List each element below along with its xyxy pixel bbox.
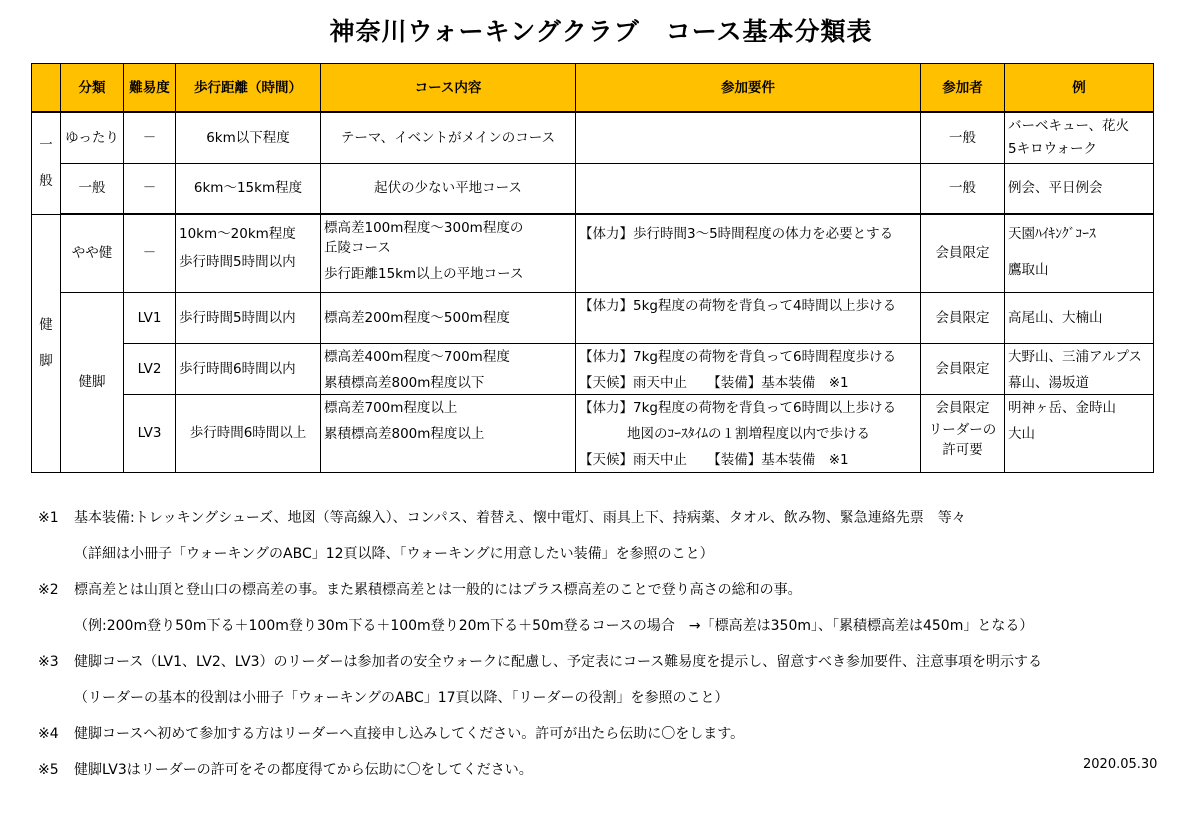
content-cell: 標高差100m程度～300m程度の 丘陵コース 歩行距離15km以上の平地コース [321,214,576,292]
document-date: 2020.05.30 [1083,757,1158,772]
content-cell: テーマ、イベントがメインのコース [321,112,576,163]
footnote [38,723,1168,759]
content-cell: 起伏の少ない平地コース [321,163,576,214]
page-title: 神奈川ウォーキングクラブ コース基本分類表 [329,17,873,46]
footnote [38,759,1168,795]
examples-cell: 高尾山、大楠山 [1005,292,1154,343]
requirements-cell: 【体力】7kg程度の荷物を背負って6時間以上歩ける 地図のｺｰｽﾀｲﾑの１割増程度以内で歩ける 【天候】雨天中止 【装備】基本装備 ※1 [576,394,921,472]
distance-cell: 歩行時間5時間以内 [176,292,321,343]
difficulty-cell: － [124,214,176,292]
requirements-cell [576,163,921,214]
footnote-detail [38,615,1168,651]
footnote [38,651,1168,687]
footnote-detail [38,687,1168,723]
examples-cell: バーベキュー、花火 5キロウォーク [1005,112,1154,163]
table-row [32,112,1154,163]
difficulty-cell: LV3 [124,394,176,472]
footnote-mark: ※4 [38,726,59,742]
requirements-cell [576,112,921,163]
distance-cell: 10km～20km程度 歩行時間5時間以内 [176,214,321,292]
distance-cell: 6km～15km程度 [176,163,321,214]
table-row [32,292,1154,343]
footnote-mark: ※2 [38,582,59,598]
footnote-detail [38,543,1168,579]
requirements-cell: 【体力】5kg程度の荷物を背負って4時間以上歩ける [576,292,921,343]
table-row [32,343,1154,394]
examples-cell: 天園ﾊｲｷﾝｸﾞｺｰｽ 鷹取山 [1005,214,1154,292]
footnote-text: （例:200m登り50m下る＋100m登り30m下る＋100m登り20m下る＋50m登るコースの場合 →「標高差は350m」、「累積標高差は450m」となる） [74,618,1034,634]
header-participants: 参加者 [921,64,1005,113]
participants-cell: 会員限定 [921,343,1005,394]
footnote-mark: ※3 [38,654,59,670]
footnote [38,579,1168,615]
examples-cell: 明神ヶ岳、金時山 大山 [1005,394,1154,472]
examples-cell: 例会、平日例会 [1005,163,1154,214]
footnote-text: （リーダーの基本的役割は小冊子「ウォーキングのABC」17頁以降、「リーダーの役割」を参照のこと） [74,690,729,706]
content-cell: 標高差700m程度以上 累積標高差800m程度以上 [321,394,576,472]
footnote-text: （詳細は小冊子「ウォーキングのABC」12頁以降、「ウォーキングに用意したい装備」を参照のこと） [74,546,714,562]
header-distance: 歩行距離（時間） [176,64,321,113]
footnote [38,507,1168,543]
table-row [32,214,1154,292]
participants-cell: 一般 [921,163,1005,214]
participants-cell: 会員限定 [921,214,1005,292]
difficulty-cell: － [124,112,176,163]
class-cell: やや健 [61,214,124,292]
requirements-cell: 【体力】7kg程度の荷物を背負って6時間程度歩ける 【天候】雨天中止 【装備】基本装備 ※1 [576,343,921,394]
footnote-text: 健脚コースへ初めて参加する方はリーダーへ直接申し込みしてください。許可が出たら伝助に〇をします。 [74,726,745,742]
participants-cell: 一般 [921,112,1005,163]
footnote-mark: ※5 [38,762,59,778]
header-content: コース内容 [321,64,576,113]
footnote-text: 標高差とは山頂と登山口の標高差の事。また累積標高差とは一般的にはプラス標高差のことで登り高さの総和の事。 [74,582,802,598]
participants-cell: 会員限定 リーダーの 許可要 [921,394,1005,472]
examples-cell: 大野山、三浦アルプス 幕山、湯坂道 [1005,343,1154,394]
group-label-kenkyaku: 健脚 [39,317,53,369]
table-row [32,394,1154,472]
class-cell-kenkyaku: 健脚 [61,292,124,472]
header-difficulty: 難易度 [124,64,176,113]
header-examples: 例 [1005,64,1154,113]
distance-cell: 6km以下程度 [176,112,321,163]
participants-cell: 会員限定 [921,292,1005,343]
class-cell: ゆったり [61,112,124,163]
footnote-mark: ※1 [38,510,59,526]
group-label-ippan: 一般 [39,137,53,190]
footnote-text: 健脚LV3はリーダーの許可をその都度得てから伝助に〇をしてください。 [74,762,533,778]
table-row [32,163,1154,214]
header-requirements: 参加要件 [576,64,921,113]
table-header-row [32,64,1154,113]
difficulty-cell: LV1 [124,292,176,343]
header-class: 分類 [61,64,124,113]
footnote-text: 健脚コース（LV1、LV2、LV3）のリーダーは参加者の安全ウォークに配慮し、予定表にコース難易度を提示し、留意すべき参加要件、注意事項を明示する [74,654,1042,670]
difficulty-cell: LV2 [124,343,176,394]
group-cell-ippan [32,112,61,214]
footnotes [38,507,1168,795]
content-cell: 標高差400m程度～700m程度 累積標高差800m程度以下 [321,343,576,394]
distance-cell: 歩行時間6時間以上 [176,394,321,472]
header-group [32,64,61,113]
distance-cell: 歩行時間6時間以内 [176,343,321,394]
difficulty-cell: － [124,163,176,214]
content-cell: 標高差200m程度～500m程度 [321,292,576,343]
course-classification-table [31,63,1154,473]
class-cell: 一般 [61,163,124,214]
requirements-cell: 【体力】歩行時間3～5時間程度の体力を必要とする [576,214,921,292]
group-cell-kenkyaku [32,214,61,472]
footnote-text: 基本装備:トレッキングシューズ、地図（等高線入）、コンパス、着替え、懐中電灯、雨具上下、持病薬、タオル、飲み物、緊急連絡先票 等々 [74,510,966,526]
